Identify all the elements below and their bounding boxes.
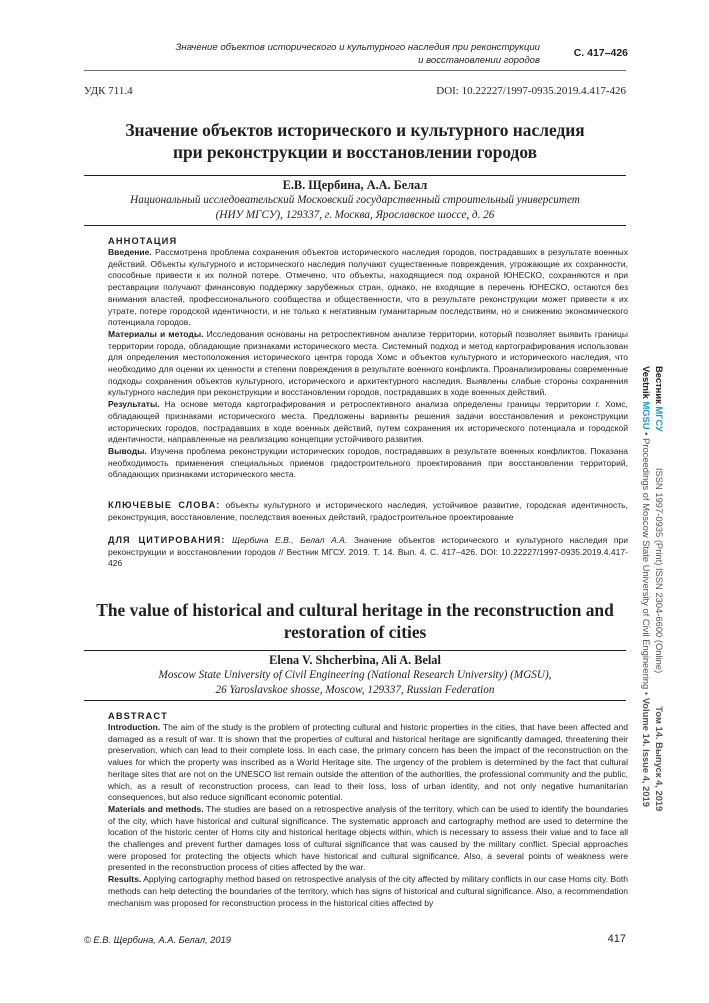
ru-citation-text: Значение объектов исторического и культурного наследия при реконструкции и восстановлении городов // Вестник МГСУ. 2019. Т. 14. Вып. 4. С. 417–426. DOI: 10.22227/1997-0935.2019.4.417-426	[108, 535, 628, 569]
ru-title-line1: Значение объектов исторического и культурного наследия	[125, 120, 585, 140]
ru-affiliation-line1: Национальный исследовательский Московский государственный строительный университет	[130, 194, 580, 206]
en-abstract-methods	[108, 804, 628, 874]
running-title-line1: Значение объектов исторического и культурного наследия при реконструкции	[175, 42, 540, 53]
en-results-label: Results.	[108, 874, 142, 885]
en-abstract-heading: ABSTRACT	[108, 711, 168, 721]
ru-abstract-methods	[108, 329, 628, 399]
en-affiliation-line1: Moscow State University of Civil Engineering (National Research University) (MGSU),	[158, 669, 552, 681]
en-title-rule-bottom	[84, 700, 626, 701]
sidebar-en-journal-word2: MGSU	[641, 401, 652, 430]
sidebar-en-journal-word1: Vestnik	[641, 366, 652, 399]
en-abstract-intro	[108, 722, 628, 804]
en-abstract	[108, 722, 628, 909]
ru-conclusions-text: Изучена проблема реконструкции исторических городов, пострадавших в результате военных конфликтов. Показана необходимость применения специальных приемов градостроительного проектирования при восстановлении территорий, обладающих признаками исторического места.	[108, 445, 628, 480]
sidebar-issn: ISSN 1997-0935 (Print) ISSN 2304-6600 (Online)	[654, 467, 665, 674]
running-title-line2: и восстановлении городов	[418, 55, 540, 66]
sidebar-ru-journal-word1: Вестник	[654, 366, 665, 404]
ru-abstract-conclusions	[108, 446, 628, 481]
ru-keywords-text: объекты культурного и исторического наследия, устойчивое развитие, городская идентичность, реконструкция, восстановление, последствия военных действий, градостроительное проектирование	[108, 500, 629, 522]
udc-code: УДК 711.4	[84, 85, 133, 97]
sidebar-ru-volume: Том 14. Выпуск 4, 2019	[654, 706, 665, 812]
ru-citation-authors: Щербина Е.В., Белал А.А.	[225, 535, 348, 545]
ru-abstract-heading: АННОТАЦИЯ	[108, 236, 178, 246]
ru-results-label: Результаты.	[108, 399, 160, 410]
en-affiliation	[84, 668, 626, 698]
en-title	[84, 599, 626, 643]
en-results-text: Applying cartography method based on retrospective analysis of the city affected by military conflicts in our case Homs city. Both methods can help detecting the boundaries of the territory, which has signs of historical and cultural significance. Also, a recommendation mechanism was proposed for reconstruction process in the historical cities affected by	[108, 874, 628, 908]
en-intro-label: Introduction.	[108, 722, 161, 732]
en-authors: Elena V. Shcherbina, Ali A. Belal	[269, 653, 441, 667]
ru-methods-label: Материалы и методы.	[108, 328, 204, 339]
sidebar-en-proceedings: • Proceedings of Moscow State University of Civil Engineering •	[641, 429, 652, 698]
sidebar-ru-journal-line	[653, 366, 665, 811]
copyright: © Е.В. Щербина, А.А. Белал, 2019	[84, 935, 231, 945]
en-methods-text: The studies are based on a retrospective analysis of the territory, which can be used to identify the boundaries of the city, which have historical and cultural significance. The systematic approach and cartography method are used to determine the location of the historic center of Homs city and historical heritage objects within, which is necessary to assess their value and to face all the challenges and prevent further damages loss of cultural significance that was caused by the military conflict. Special approaches were proposed for protecting the objects which have historical and cultural significance. Also, a several points of weakness were presented in the reconstruction process of cities affected by the war.	[108, 803, 628, 873]
ru-title-line2: при реконструкции и восстановлении городов	[172, 142, 538, 162]
ru-keywords-label: КЛЮЧЕВЫЕ СЛОВА:	[108, 500, 221, 510]
page-range: С. 417–426	[573, 47, 628, 59]
page-number: 417	[607, 933, 626, 945]
en-title-line1: The value of historical and cultural heritage in the reconstruction and	[96, 600, 614, 620]
ru-intro-text: Рассмотрена проблема сохранения объектов исторического наследия городов, пострадавших в результате военных действий. Объекты культурного и исторического наследия получают существенные повреждения, угрожающие их сохранности, способные привести к их полной потере. Отмечено, что объекты, находящиеся под охраной ЮНЕСКО, сохраняются и при реставрации получают финансовую поддержку зарубежных стран, однако, не входящие в перечень ЮНЕСКО, остаются без внимания властей, профессионального сообщества и общественности, что в результате реконструкции может привести к их утрате, потере городской идентичности, и не только к негативным гуманитарным последствиям, но и снижению экономического потенциала городов.	[108, 247, 628, 328]
ru-citation	[108, 535, 628, 570]
en-affiliation-line2: 26 Yaroslavskoe shosse, Moscow, 129337, Russian Federation	[215, 684, 495, 696]
en-intro-text: The aim of the study is the problem of protecting cultural and historic properties in the cities, that have been affected and damaged as a result of war. It is shown that the properties of cultural and historical heritage are significantly damaged, threatening their preservation, which can lead to their complete loss. In each case, the primary concern has been the impact of the reconstruction on the values for which the property was inscribed as a World Heritage site. The urgency of the problem is determined by the fact that cultural heritage sites that are not on the UNESCO list remain outside the attention of the authorities, the professional community and the public, which, as a result of reconstruction process, can lead to their loss, loss of urban identity, and not only negative humanitarian consequences, but also reduce significant economic potential.	[108, 722, 628, 803]
ru-authors: Е.В. Щербина, А.А. Белал	[282, 178, 428, 192]
en-title-rule-top	[84, 650, 626, 651]
ru-abstract-results	[108, 399, 628, 446]
ru-keywords	[108, 500, 628, 523]
ru-intro-label: Введение.	[108, 247, 152, 257]
en-abstract-results	[108, 874, 628, 909]
header-rule	[84, 70, 626, 71]
ru-methods-text: Исследования основаны на ретроспективном анализе территории, который позволяет выявить границы территории города, обладающие признаками исторического места. Системный подход и метод картографирования использован для определения местоположения исторического центра города Хомс и объектов культурного и исторического наследия, что необходимо для оценки их ценности и степени повреждения в результате военного конфликта. Проанализированы современные подходы сохранения объектов культурного, исторического и архитектурного наследия. Выявлены слабые стороны сохранения культурного наследия при реконструкции и восстановлении городов, пострадавших в ходе военных действий.	[108, 328, 628, 398]
doi-link[interactable]: DOI: 10.22227/1997-0935.2019.4.417-426	[436, 85, 626, 97]
ru-conclusions-label: Выводы.	[108, 445, 147, 456]
ru-abstract	[108, 247, 628, 481]
ru-results-text: На основе метода картографирования и ретроспективного анализа определены границы территории г. Хомс, обладающей признаками исторического места. Предложены варианты решения задачи восстановления и реконструкции исторических городов, пострадавших в ходе военных действий, путем сохранения их исторического потенциала и городской идентичности, направленные на реализацию концепции устойчивого развития.	[108, 399, 628, 445]
en-methods-label: Materials and methods.	[108, 803, 204, 814]
sidebar-ru-journal-word2: МГСУ	[654, 406, 665, 432]
ru-title-rule-top	[84, 175, 626, 176]
ru-title-rule-bottom	[84, 225, 626, 226]
ru-title	[84, 119, 626, 163]
ru-affiliation	[84, 193, 626, 223]
en-title-line2: restoration of cities	[283, 622, 427, 642]
ru-abstract-intro	[108, 247, 628, 329]
ru-citation-label: ДЛЯ ЦИТИРОВАНИЯ:	[108, 535, 226, 545]
sidebar-en-journal-line	[640, 366, 652, 807]
sidebar-en-volume: Volume 14. Issue 4, 2019	[641, 697, 652, 807]
running-title	[150, 41, 540, 67]
ru-affiliation-line2: (НИУ МГСУ), 129337, г. Москва, Ярославское шоссе, д. 26	[215, 209, 495, 221]
